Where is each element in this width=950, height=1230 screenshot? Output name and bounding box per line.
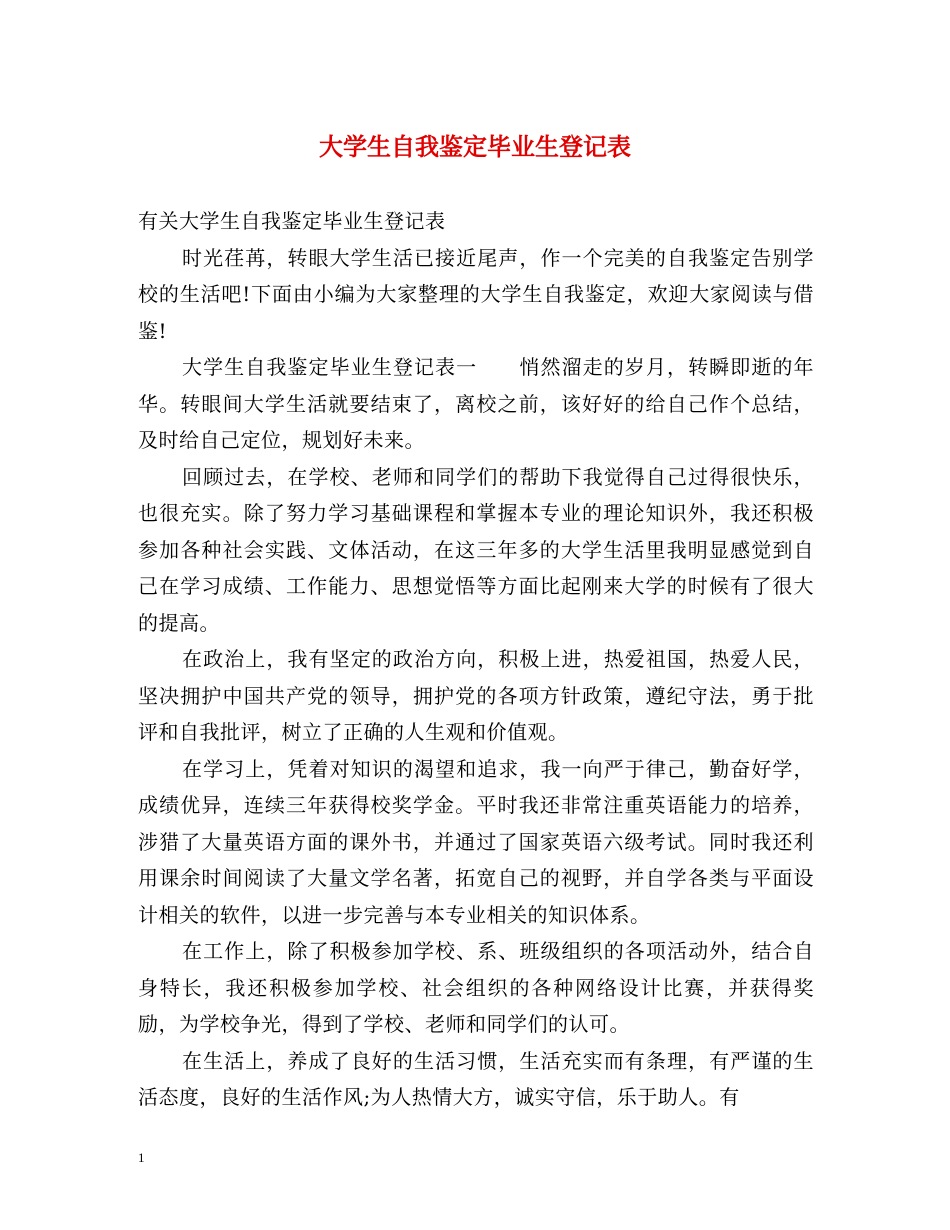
paragraph-politics: 在政治上，我有坚定的政治方向，积极上进，热爱祖国，热爱人民，坚决拥护中国共产党的领导，拥护党的各项方针政策，遵纪守法，勇于批评和自我批评，树立了正确的人生观和价值观。 <box>138 647 814 744</box>
paragraph-form-one: 大学生自我鉴定毕业生登记表一 悄然溜走的岁月，转瞬即逝的年华。转眼间大学生活就要结束了，离校之前，该好好的给自己作个总结，及时给自己定位，规划好未来。 <box>138 355 814 452</box>
paragraph-study: 在学习上，凭着对知识的渴望和追求，我一向严于律己，勤奋好学，成绩优异，连续三年获得校奖学金。平时我还非常注重英语能力的培养，涉猎了大量英语方面的课外书，并通过了国家英语六级考试。同时我还利用课余时间阅读了大量文学名著，拓宽自己的视野，并自学各类与平面设计相关的软件，以进一步完善与本专业相关的知识体系。 <box>138 756 814 927</box>
paragraph-review: 回顾过去，在学校、老师和同学们的帮助下我觉得自己过得很快乐，也很充实。除了努力学习基础课程和掌握本专业的理论知识外，我还积极参加各种社会实践、文体活动，在这三年多的大学生活里我明显感觉到自己在学习成绩、工作能力、思想觉悟等方面比起刚来大学的时候有了很大的提高。 <box>138 464 814 635</box>
document-heading: 有关大学生自我鉴定毕业生登记表 <box>138 209 446 233</box>
document-title: 大学生自我鉴定毕业生登记表 <box>319 133 631 161</box>
paragraph-work: 在工作上，除了积极参加学校、系、班级组织的各项活动外，结合自身特长，我还积极参加学校、社会组织的各种网络设计比赛，并获得奖励，为学校争光，得到了学校、老师和同学们的认可。 <box>138 939 814 1036</box>
page-number: 1 <box>138 1150 145 1165</box>
document-body <box>138 203 814 1116</box>
paragraph-life: 在生活上，养成了良好的生活习惯，生活充实而有条理，有严谨的生活态度，良好的生活作风;为人热情大方，诚实守信，乐于助人。有 <box>138 1048 814 1109</box>
paragraph-intro: 时光荏苒，转眼大学生活已接近尾声，作一个完美的自我鉴定告别学校的生活吧!下面由小编为大家整理的大学生自我鉴定，欢迎大家阅读与借鉴! <box>138 245 814 343</box>
